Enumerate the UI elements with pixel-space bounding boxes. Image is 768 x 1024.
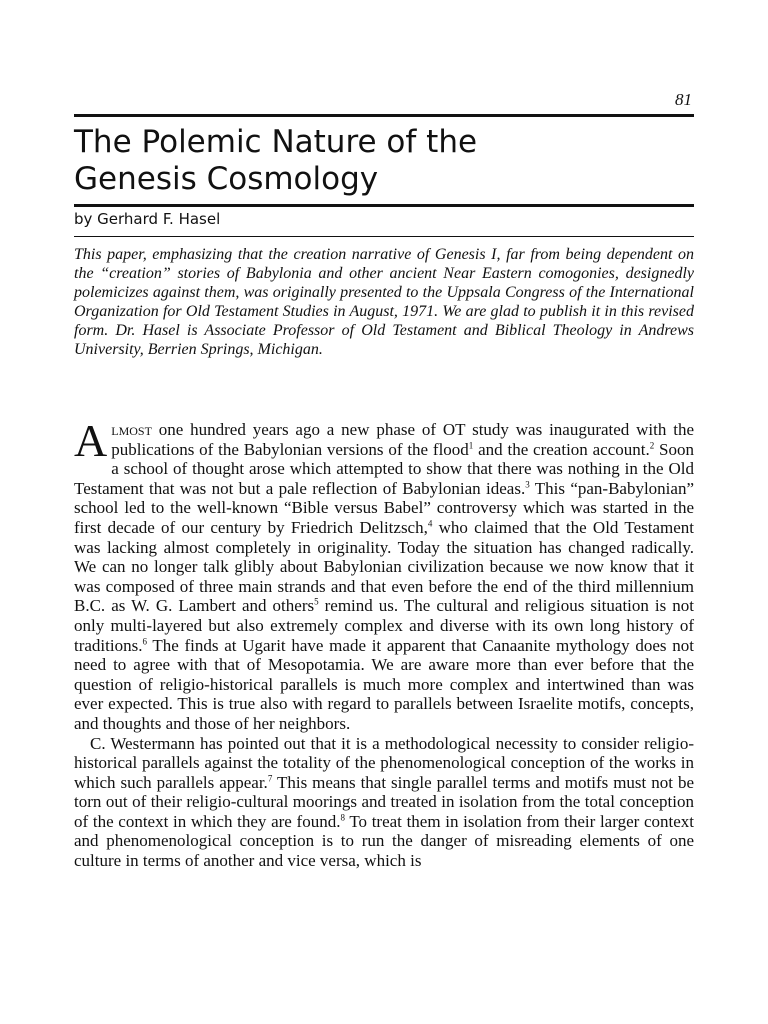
page-number: 81 bbox=[675, 90, 692, 109]
paragraph-2 bbox=[74, 734, 694, 871]
article-body bbox=[74, 415, 695, 871]
article-title bbox=[74, 124, 694, 198]
text-run: C. Westermann has pointed out that it is a methodological necessity to consider religio-historical parallels against the totality of the phenomenological conception of the works in which such parallels appear. bbox=[74, 733, 694, 792]
drop-cap: A bbox=[74, 415, 108, 466]
text-run: The finds at Ugarit have made it apparent that Canaanite mythology does not need to agree with that of Mesopotamia. We are aware more than ever before that the question of religio-historical parallels is much more complex and intertwined than was ever expected. This is true also with regard to parallels between Israelite motifs, concepts, and thoughts and those of her neighbors. bbox=[74, 635, 694, 733]
text-run: To treat them in isolation from their larger context and phenomenological conception is to run the danger of misreading elements of one culture in terms of another and vice versa, which is bbox=[74, 811, 695, 871]
header-rule bbox=[74, 114, 694, 117]
byline: by Gerhard F. Hasel bbox=[74, 210, 221, 228]
text-run: Soon a school of thought arose which attempted to show that there was nothing in the Old Testament that was not but a pale reflection of Babylonian ideas. bbox=[74, 439, 694, 498]
text-run: one hundred years ago a new phase of OT study was inaugurated with the publications of the Babylonian versions of the flood bbox=[111, 420, 694, 459]
footnote-ref: 1 bbox=[468, 439, 474, 450]
text-run: This “pan-Babylonian” school led to the well-known “Bible versus Babel” controversy which was started in the first decade of our century by Friedrich Delitzsch, bbox=[74, 478, 694, 537]
article-title-line-1: The Polemic Nature of the bbox=[74, 124, 478, 160]
text-run: who claimed that the Old Testament was lacking almost completely in originality. Today the situation has changed radically. We can no longer talk glibly about Babylonian civilization because we now know that it was composed of three main strands and that even before the end of the third millennium B.C. as W. G. Lambert and others bbox=[74, 517, 694, 616]
footnote-ref: 7 bbox=[267, 773, 273, 784]
text-run: remind us. The cultural and religious situation is not only multi-layered but also extremely complex and diverse with its own long history of traditions. bbox=[74, 596, 694, 655]
text-run: and the creation account. bbox=[473, 439, 650, 459]
footnote-ref: 3 bbox=[525, 479, 530, 490]
opening-smallcaps: lmost bbox=[111, 420, 152, 439]
footnote-ref: 4 bbox=[427, 518, 433, 529]
article-title-line-2: Genesis Cosmology bbox=[74, 161, 379, 197]
paragraph-1 bbox=[74, 415, 694, 734]
footnote-ref: 6 bbox=[142, 635, 147, 646]
footnote-ref: 2 bbox=[649, 439, 655, 450]
abstract: This paper, emphasizing that the creation narrative of Genesis I, far from being dependent on the “creation” stories of Babylonia and other ancient Near Eastern comogonies, designedly polemicizes against them, was originally presented to the Uppsala Congress of the International Organization for Old Testament Studies in August, 1971. We are glad to publish it in this revised form. Dr. Hasel is Associate Professor of Old Testament and Biblical Theology in Andrews University, Berrien Springs, Michigan. bbox=[74, 246, 694, 358]
byline-rule bbox=[74, 236, 694, 237]
title-rule bbox=[74, 204, 694, 207]
footnote-ref: 8 bbox=[340, 812, 345, 823]
text-run: This means that single parallel terms and motifs must not be torn out of their religio-cultural moorings and treated in isolation from the total conception of the context in which they are found. bbox=[74, 772, 694, 831]
footnote-ref: 5 bbox=[314, 596, 319, 607]
